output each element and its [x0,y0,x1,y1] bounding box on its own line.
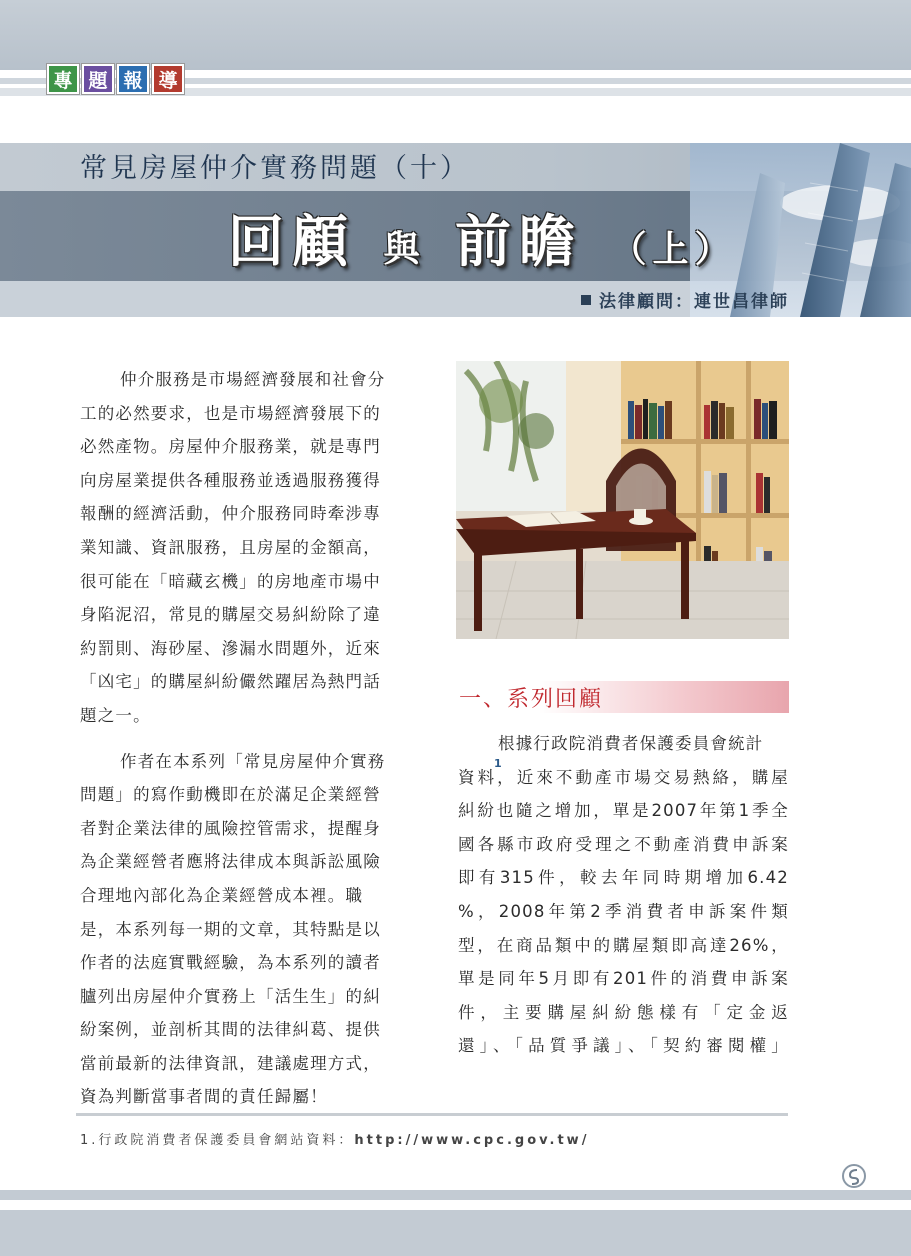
text-line: 約罰則、海砂屋、滲漏水問題外，近來 [80,638,381,658]
section-title: 一、系列回顧 [459,687,604,712]
footer-band [0,1210,911,1256]
text-line: 作者在本系列「常見房屋仲介實務 [120,751,386,771]
text-line: 型，在商品類中的購屋類即高達26%， [458,935,789,955]
author-name: 法律顧問：連世昌律師 [599,292,789,312]
text-line: 為企業經營者應將法律成本與訴訟風險 [80,852,381,872]
paragraph [80,745,410,1115]
text-line: 臚列出房屋仲介實務上「活生生」的糾 [80,986,381,1006]
text-line: 仲介服務是市場經濟發展和社會分 [120,370,386,389]
text-line: 糾紛也隨之增加，單是2007年第1季全 [458,801,789,821]
paragraph [80,363,410,733]
text-line: 即有315件，較去年同時期增加6.42 [458,868,789,888]
tag-char: 題 [82,64,114,94]
left-column [80,363,410,1114]
text-line: 件，主要購屋糾紛態樣有「定金返 [458,1002,789,1022]
footnote-text: 1.行政院消費者保護委員會網站資料： [80,1133,355,1148]
title-part: （上） [610,229,737,270]
text-line: 紛案例，並剖析其間的法律糾葛、提供 [80,1020,381,1040]
right-column [458,727,789,1063]
text-line: 當前最新的法律資訊，建議處理方式， [80,1053,381,1073]
tag-char: 報 [117,64,149,94]
text-line: 是，本系列每一期的文章，其特點是以 [80,919,381,939]
text-line: %，2008年第2季消費者申訴案件類 [458,901,789,921]
text-line: 向房屋業提供各種服務並透過服務獲得 [80,470,381,490]
header-top-band [0,0,911,70]
title-part: 回顧 [228,210,356,275]
text-line: 報酬的經濟活動，仲介服務同時牽涉專 [80,504,381,524]
text-line: 很可能在「暗藏玄機」的房地產市場中 [80,571,381,591]
series-subtitle: 常見房屋仲介實務問題（十） [80,153,470,184]
text-line: 題之一。 [80,705,151,725]
paragraph [458,727,789,1063]
text-line: 「凶宅」的購屋糾紛儼然躍居為熱門話 [80,672,381,692]
text-line: 國各縣市政府受理之不動產消費申訴案 [458,834,789,854]
author-line [581,287,789,312]
square-bullet-icon [581,295,591,305]
footnote [80,1129,589,1148]
text-line: 工的必然要求，也是市場經濟發展下的 [80,403,381,423]
text-line: 根據行政院消費者保護委員會統計 [498,734,764,753]
title-part: 前瞻 [455,210,584,275]
tag-char: 導 [152,64,184,94]
text-line: 資為判斷當事者間的責任歸屬！ [80,1087,328,1107]
page-number-icon [841,1163,867,1189]
text-line: 必然產物。房屋仲介服務業，就是專門 [80,437,381,457]
tag-char: 專 [47,64,79,94]
text-line: 身陷泥沼，常見的購屋交易糾紛除了違 [80,605,381,625]
text-line: 單是同年5月即有201件的消費申訴案 [458,969,789,989]
text-line: 問題」的寫作動機即在於滿足企業經營 [80,785,381,805]
footnote-url[interactable]: http://www.cpc.gov.tw/ [354,1133,590,1148]
page-title [228,198,737,278]
text-line: 者對企業法律的風險控管需求，提醒身 [80,818,381,838]
footnote-divider [76,1113,788,1116]
feature-report-tags [47,64,184,94]
footer-band [0,1190,911,1200]
study-room-photo [456,361,789,639]
footer-band [0,1200,911,1210]
text-line: 還」、「品質爭議」、「契約審閱權」 [458,1036,789,1056]
text-line: 資料，近來不動產市場交易熱絡，購屋 [458,767,789,787]
text-line: 合理地內部化為企業經營成本裡。職 [80,885,364,905]
text-line: 作者的法庭實戰經驗，為本系列的讀者 [80,953,381,973]
text-line: 業知識、資訊服務，且房屋的金額高， [80,537,381,557]
footnote-reference[interactable]: 1 [494,757,502,770]
title-part: 與 [383,229,428,270]
